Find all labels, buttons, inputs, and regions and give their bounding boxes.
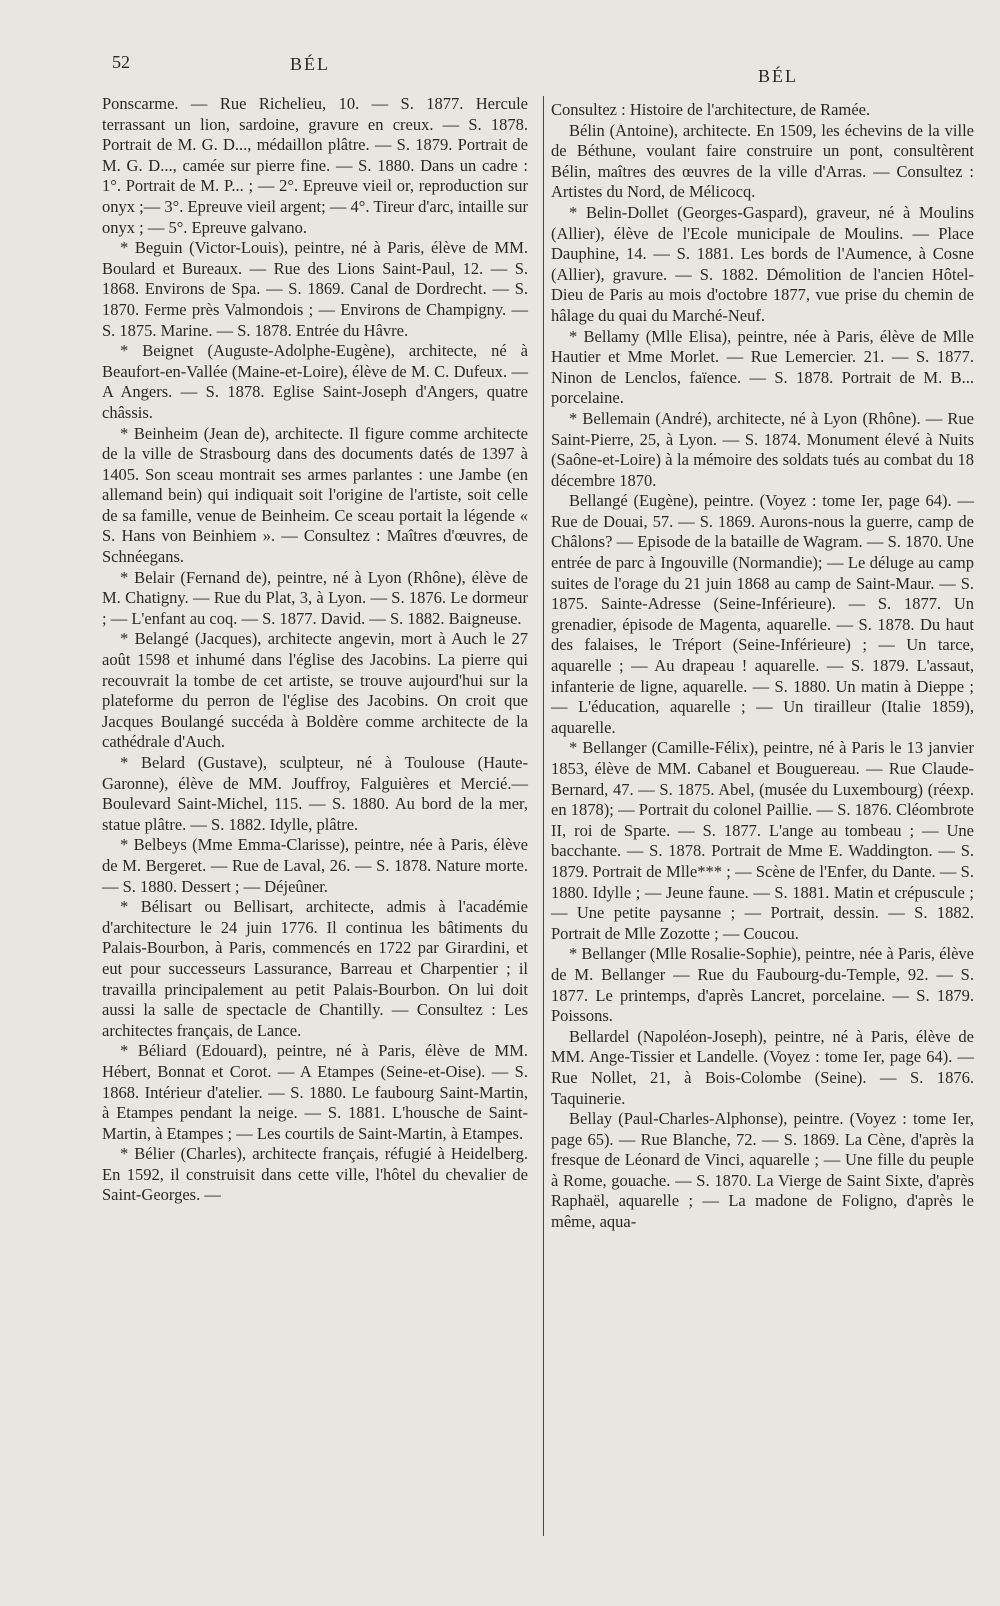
entry-paragraph: * Beguin (Victor-Louis), peintre, né à Paris, élève de MM. Boulard et Bureaux. — Rue des Lions Saint-Paul, 12. — S. 1868. Environs de Spa. — S. 1869. Canal de Dordrecht. — S. 1870. Ferme près Valmondois ; — Environs de Champigny. — S. 1875. Marine. — S. 1878. Entrée du Hâvre. <box>102 238 528 340</box>
running-head-left: BÉL <box>290 54 330 74</box>
column-divider <box>543 96 544 1536</box>
entry-paragraph: * Belair (Fernand de), peintre, né à Lyon (Rhône), élève de M. Chatigny. — Rue du Plat, 3, à Lyon. — S. 1876. Le dormeur ; — L'enfant au coq. — S. 1877. David. — S. 1882. Baigneuse. <box>102 567 528 628</box>
entry-paragraph: Consultez : Histoire de l'architecture, de Ramée. <box>551 100 871 119</box>
page-number: 52 <box>112 52 130 72</box>
entry-paragraph: Bélin (Antoine), architecte. En 1509, les échevins de la ville de Béthune, voulant faire construire un pont, consultèrent Bélin, maîtres des œuvres de la ville d'Arras. — Consultez : Artistes du Nord, de Mélicocq. <box>551 120 974 202</box>
entry-paragraph: Ponscarme. — Rue Richelieu, 10. — S. 1877. Hercule terrassant un lion, sardoine, gravure en creux. — S. 1878. Portrait de M. G. D..., médaillon plâtre. — S. 1879. Portrait de M. G. D..., camée sur pierre fine. — S. 1880. Dans un cadre : 1°. Portrait de M. P... ; — 2°. Epreuve vieil or, reproduction sur onyx ;— 3°. Epreuve vieil argent; — 4°. Tireur d'arc, intaille sur onyx ; — 5°. Epreuve galvano. <box>102 94 528 237</box>
entry-paragraph: * Belin-Dollet (Georges-Gaspard), graveur, né à Moulins (Allier), élève de l'Ecole municipale de Moulins. — Place Dauphine, 14. — S. 1881. Les bords de l'Aumence, à Cosne (Allier), gravure. — S. 1882. Démolition de l'ancien Hôtel-Dieu de Paris au mois d'octobre 1877, vue prise du chemin de hâlage du quai du Marché-Neuf. <box>551 202 974 325</box>
entry-paragraph: * Belbeys (Mme Emma-Clarisse), peintre, née à Paris, élève de M. Bergeret. — Rue de Laval, 26. — S. 1878. Nature morte. — S. 1880. Dessert ; — Déjeûner. <box>102 835 528 896</box>
right-column <box>551 100 974 1233</box>
entry-paragraph: * Beignet (Auguste-Adolphe-Eugène), architecte, né à Beaufort-en-Vallée (Maine-et-Loire), élève de M. C. Dufeux. — A Angers. — S. 1878. Eglise Saint-Joseph d'Angers, quatre châssis. <box>102 341 528 422</box>
entry-paragraph: * Belard (Gustave), sculpteur, né à Toulouse (Haute-Garonne), élève de MM. Jouffroy, Falguières et Mercié.—Boulevard Saint-Michel, 115. — S. 1880. Au bord de la mer, statue plâtre. — S. 1882. Idylle, plâtre. <box>102 753 528 834</box>
entry-paragraph: Bellay (Paul-Charles-Alphonse), peintre. (Voyez : tome Ier, page 65). — Rue Blanche, 72. — S. 1869. La Cène, d'après la fresque de Léonard de Vinci, aquarelle ; — Une fille du peuple à Rome, gouache. — S. 1870. La Vierge de Saint Sixte, d'après Raphaël, aquarelle ; — La madone de Foligno, d'après le même, aqua- <box>551 1109 974 1232</box>
entry-paragraph: * Belangé (Jacques), architecte angevin, mort à Auch le 27 août 1598 et inhumé dans l'église des Jacobins. La pierre qui recouvrait la tombe de cet artiste, se trouve aujourd'hui sur la plateforme du perron de l'église des Jacobins. On croit que Jacques Boulangé succéda à Boldère comme architecte de la cathédrale d'Auch. <box>102 629 528 752</box>
entry-paragraph: * Bélisart ou Bellisart, architecte, admis à l'académie d'architecture le 24 juin 1776. Il continua les bâtiments du Palais-Bourbon, à Paris, commencés en 1722 par Girardini, et eut pour successeurs Lassurance, Barreau et Charpentier ; il travailla principalement au petit Palais-Bourbon. On lui doit aussi la salle de spectacle de Chantilly. — Consultez : Les architectes français, de Lance. <box>102 897 528 1040</box>
left-column <box>102 94 528 1206</box>
entry-paragraph: * Bellanger (Mlle Rosalie-Sophie), peintre, née à Paris, élève de M. Bellanger — Rue du Faubourg-du-Temple, 92. — S. 1877. Le printemps, d'après Lancret, porcelaine. — S. 1879. Poissons. <box>551 944 974 1026</box>
entry-paragraph: * Béliard (Edouard), peintre, né à Paris, élève de MM. Hébert, Bonnat et Corot. — A Etampes (Seine-et-Oise). — S. 1868. Intérieur d'atelier. — S. 1880. Le faubourg Saint-Martin, à Etampes pendant la neige. — S. 1881. L'housche de Saint-Martin, à Etampes ; — Les courtils de Saint-Martin, à Etampes. <box>102 1041 528 1143</box>
entry-paragraph: Bellardel (Napoléon-Joseph), peintre, né à Paris, élève de MM. Ange-Tissier et Landelle. (Voyez : tome Ier, page 64). — Rue Nollet, 21, à Bois-Colombe (Seine). — S. 1876. Taquinerie. <box>551 1026 974 1108</box>
entry-paragraph: Bellangé (Eugène), peintre. (Voyez : tome Ier, page 64). — Rue de Douai, 57. — S. 1869. Aurons-nous la guerre, camp de Châlons? — Episode de la bataille de Wagram. — S. 1870. Une entrée de parc à Ingouville (Normandie); — Le déluge au camp suites de l'orage du 21 juin 1868 au camp de Saint-Maur. — S. 1875. Sainte-Adresse (Seine-Inférieure). — S. 1877. Un grenadier, épisode de Magenta, aquarelle. — S. 1878. Du haut des falaises, le Tréport (Seine-Inférieure) ; — Un tarce, aquarelle ; — Au drapeau ! aquarelle. — S. 1879. L'assaut, infanterie de ligne, aquarelle. — S. 1880. Un matin à Dieppe ; — L'éducation, aquarelle ; — Un tirailleur (Italie 1859), aquarelle. <box>551 491 974 737</box>
entry-paragraph: * Bélier (Charles), architecte français, réfugié à Heidelberg. En 1592, il construisit dans cette ville, l'hôtel du chevalier de Saint-Georges. — <box>102 1144 528 1205</box>
entry-paragraph: * Bellemain (André), architecte, né à Lyon (Rhône). — Rue Saint-Pierre, 25, à Lyon. — S. 1874. Monument élevé à Nuits (Saône-et-Loire) à la mémoire des soldats tués au combat du 18 décembre 1870. <box>551 408 974 490</box>
entry-paragraph: * Beinheim (Jean de), architecte. Il figure comme architecte de la ville de Strasbourg dans des documents datés de 1397 à 1405. Son sceau montrait ses armes parlantes : une Jambe (en allemand bein) qui indiquait soit l'origine de l'artiste, soit celle de sa famille, venue de Beinheim. Ce sceau portait la légende « S. Hans von Beinhiem ». — Consultez : Maîtres d'œuvres, de Schnéegans. <box>102 423 528 567</box>
running-head-right: BÉL <box>758 66 798 86</box>
entry-paragraph: * Bellamy (Mlle Elisa), peintre, née à Paris, élève de Mlle Hautier et Mme Morlet. — Rue Lemercier. 21. — S. 1877. Ninon de Lenclos, faïence. — S. 1878. Portrait de M. B... porcelaine. <box>551 326 974 408</box>
entry-paragraph: * Bellanger (Camille-Félix), peintre, né à Paris le 13 janvier 1853, élève de MM. Cabanel et Bouguereau. — Rue Claude-Bernard, 47. — S. 1875. Abel, (musée du Luxembourg) (réexp. en 1878); — Portrait du colonel Paillie. — S. 1876. Cléombrote II, roi de Sparte. — S. 1877. L'ange au tombeau ; — Une bacchante. — S. 1878. Portrait de Mme E. Waddington. — S. 1879. Portrait de Mlle*** ; — Scène de l'Enfer, du Dante. — S. 1880. Idylle ; — Jeune faune. — S. 1881. Matin et crépuscule ; — Une petite paysanne ; — Portrait, dessin. — S. 1882. Portrait de Mlle Zozotte ; — Coucou. <box>551 738 974 943</box>
